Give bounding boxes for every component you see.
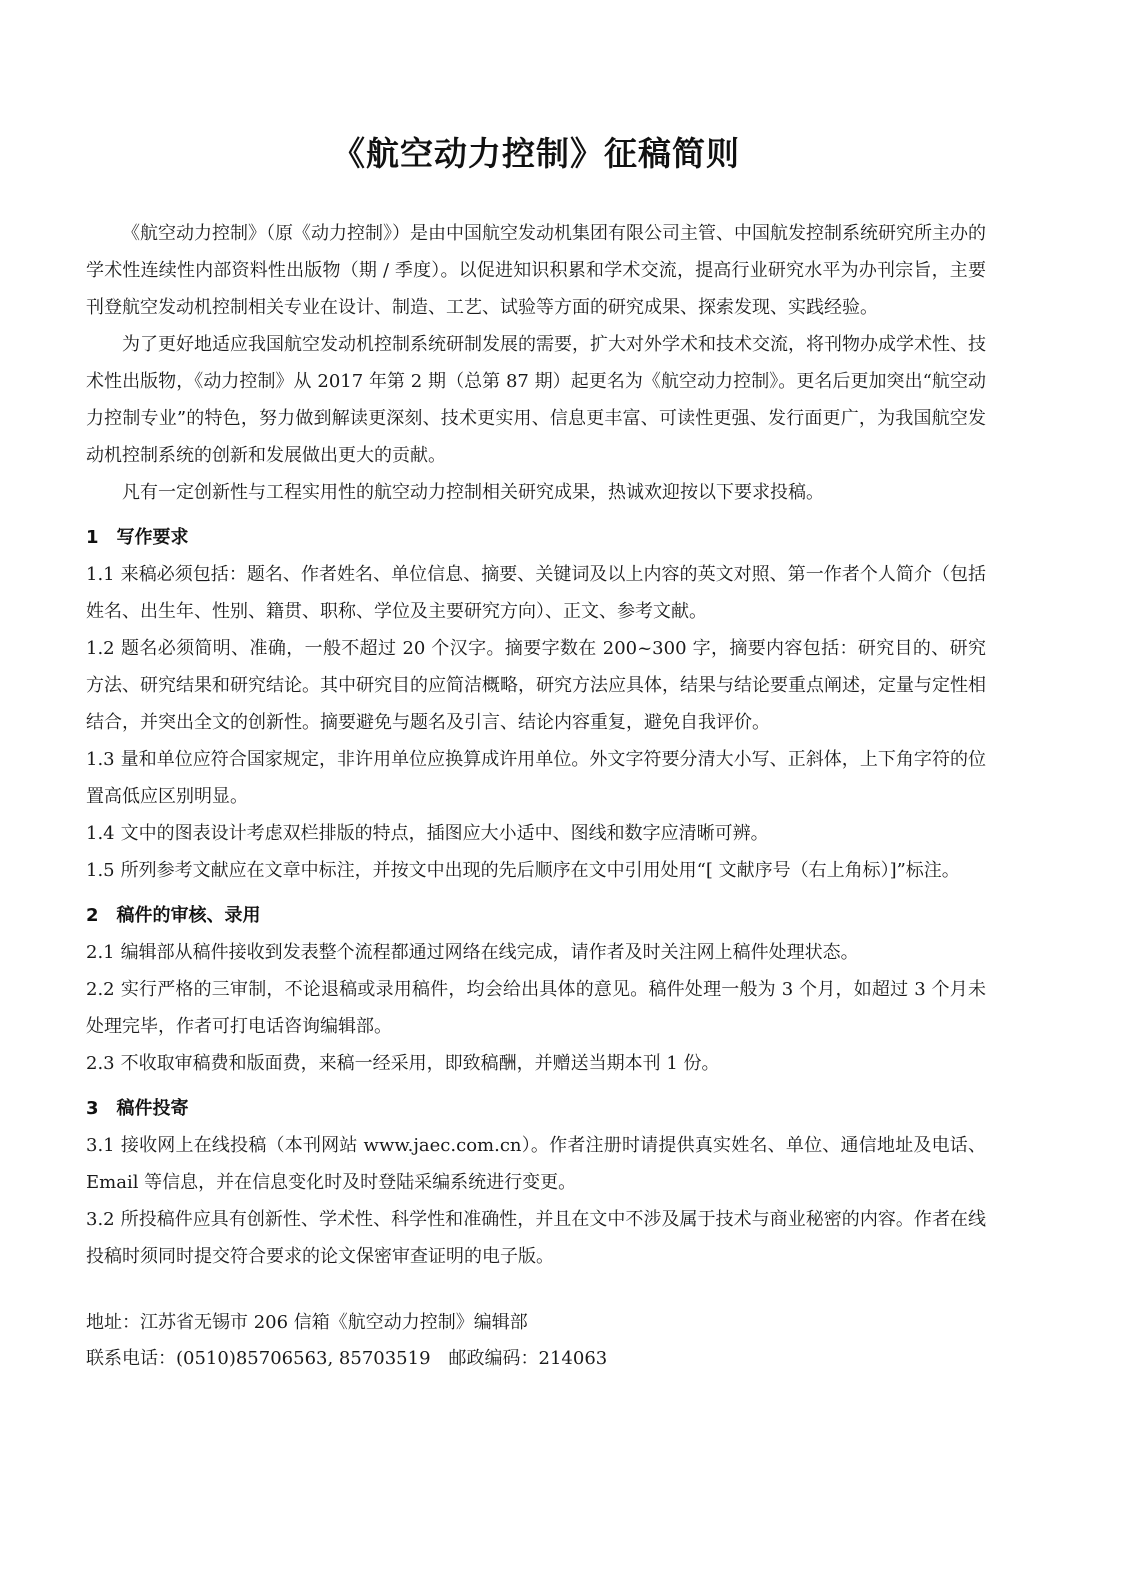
section-number: 3 (86, 1098, 99, 1119)
item-number: 1.3 (86, 749, 115, 770)
item-text: 量和单位应符合国家规定，非许用单位应换算成许用单位。外文字符要分清大小写、正斜体，上下角字符的位置高低应区别明显。 (86, 749, 986, 807)
list-item (86, 852, 986, 889)
contact-address: 地址：江苏省无锡市 206 信箱《航空动力控制》编辑部 (86, 1312, 528, 1333)
section-submission (86, 1090, 986, 1275)
section-heading-text: 稿件投寄 (116, 1098, 189, 1119)
section-number: 1 (86, 527, 99, 548)
item-text: 所列参考文献应在文章中标注，并按文中出现的先后顺序在文中引用处用“[ 文献序号（右上角标）]”标注。 (120, 860, 960, 881)
item-text: 接收网上在线投稿（本刊网站 www.jaec.com.cn）。作者注册时请提供真实姓名、单位、通信地址及电话、Email 等信息，并在信息变化时及时登陆采编系统进行变更。 (86, 1135, 986, 1193)
item-text: 所投稿件应具有创新性、学术性、科学性和准确性，并且在文中不涉及属于技术与商业秘密的内容。作者在线投稿时须同时提交符合要求的论文保密审查证明的电子版。 (86, 1209, 986, 1267)
list-item (86, 815, 986, 852)
section-number: 2 (86, 905, 99, 926)
item-text: 题名必须简明、准确，一般不超过 20 个汉字。摘要字数在 200~300 字，摘要内容包括：研究目的、研究方法、研究结果和研究结论。其中研究目的应简洁概略，研究方法应具体，结果与结论要重点阐述，定量与定性相结合，并突出全文的创新性。摘要避免与题名及引言、结论内容重复，避免自我评价。 (86, 638, 986, 733)
section-heading (86, 519, 986, 556)
item-text: 实行严格的三审制，不论退稿或录用稿件，均会给出具体的意见。稿件处理一般为 3 个月，如超过 3 个月未处理完毕，作者可打电话咨询编辑部。 (86, 979, 986, 1037)
item-number: 1.4 (86, 823, 115, 844)
section-heading (86, 897, 986, 934)
item-number: 1.2 (86, 638, 115, 659)
document-page (86, 128, 986, 1377)
section-writing-requirements (86, 519, 986, 889)
item-number: 2.3 (86, 1053, 115, 1074)
item-number: 3.2 (86, 1209, 115, 1230)
section-heading-text: 稿件的审核、录用 (116, 905, 261, 926)
item-number: 3.1 (86, 1135, 115, 1156)
item-text: 编辑部从稿件接收到发表整个流程都通过网络在线完成，请作者及时关注网上稿件处理状态。 (120, 942, 859, 963)
list-item (86, 1127, 986, 1201)
document-title: 《航空动力控制》征稿简则 (332, 134, 740, 173)
item-text: 不收取审稿费和版面费，来稿一经采用，即致稿酬，并赠送当期本刊 1 份。 (120, 1053, 720, 1074)
list-item (86, 556, 986, 630)
contact-info (86, 1305, 986, 1377)
intro-section (86, 215, 986, 511)
item-number: 1.5 (86, 860, 115, 881)
item-number: 2.1 (86, 942, 115, 963)
item-number: 2.2 (86, 979, 115, 1000)
list-item (86, 630, 986, 741)
list-item (86, 971, 986, 1045)
intro-paragraph: 《航空动力控制》（原《动力控制》）是由中国航空发动机集团有限公司主管、中国航发控制系统研究所主办的学术性连续性内部资料性出版物（期 / 季度）。以促进知识积累和学术交流，提高行业研究水平为办刊宗旨，主要刊登航空发动机控制相关专业在设计、制造、工艺、试验等方面的研究成果、探索发现、实践经验。 (86, 223, 986, 318)
section-heading (86, 1090, 986, 1127)
contact-phone: 联系电话：(0510)85706563, 85703519 邮政编码：214063 (86, 1348, 608, 1369)
intro-paragraph: 凡有一定创新性与工程实用性的航空动力控制相关研究成果，热诚欢迎按以下要求投稿。 (122, 482, 824, 503)
item-text: 文中的图表设计考虑双栏排版的特点，插图应大小适中、图线和数字应清晰可辨。 (120, 823, 769, 844)
intro-paragraph: 为了更好地适应我国航空发动机控制系统研制发展的需要，扩大对外学术和技术交流，将刊物办成学术性、技术性出版物，《动力控制》从 2017 年第 2 期（总第 87 期）起更名为《航空动力控制》。更名后更加突出“航空动力控制专业”的特色，努力做到解读更深刻、技术更实用、信息更丰富、可读性更强、发行面更广，为我国航空发动机控制系统的创新和发展做出更大的贡献。 (86, 334, 986, 466)
item-text: 来稿必须包括：题名、作者姓名、单位信息、摘要、关键词及以上内容的英文对照、第一作者个人简介（包括姓名、出生年、性别、籍贯、职称、学位及主要研究方向）、正文、参考文献。 (86, 564, 986, 622)
section-review-acceptance (86, 897, 986, 1082)
section-heading-text: 写作要求 (116, 527, 189, 548)
list-item (86, 1201, 986, 1275)
list-item (86, 1045, 986, 1082)
item-number: 1.1 (86, 564, 115, 585)
list-item (86, 934, 986, 971)
list-item (86, 741, 986, 815)
